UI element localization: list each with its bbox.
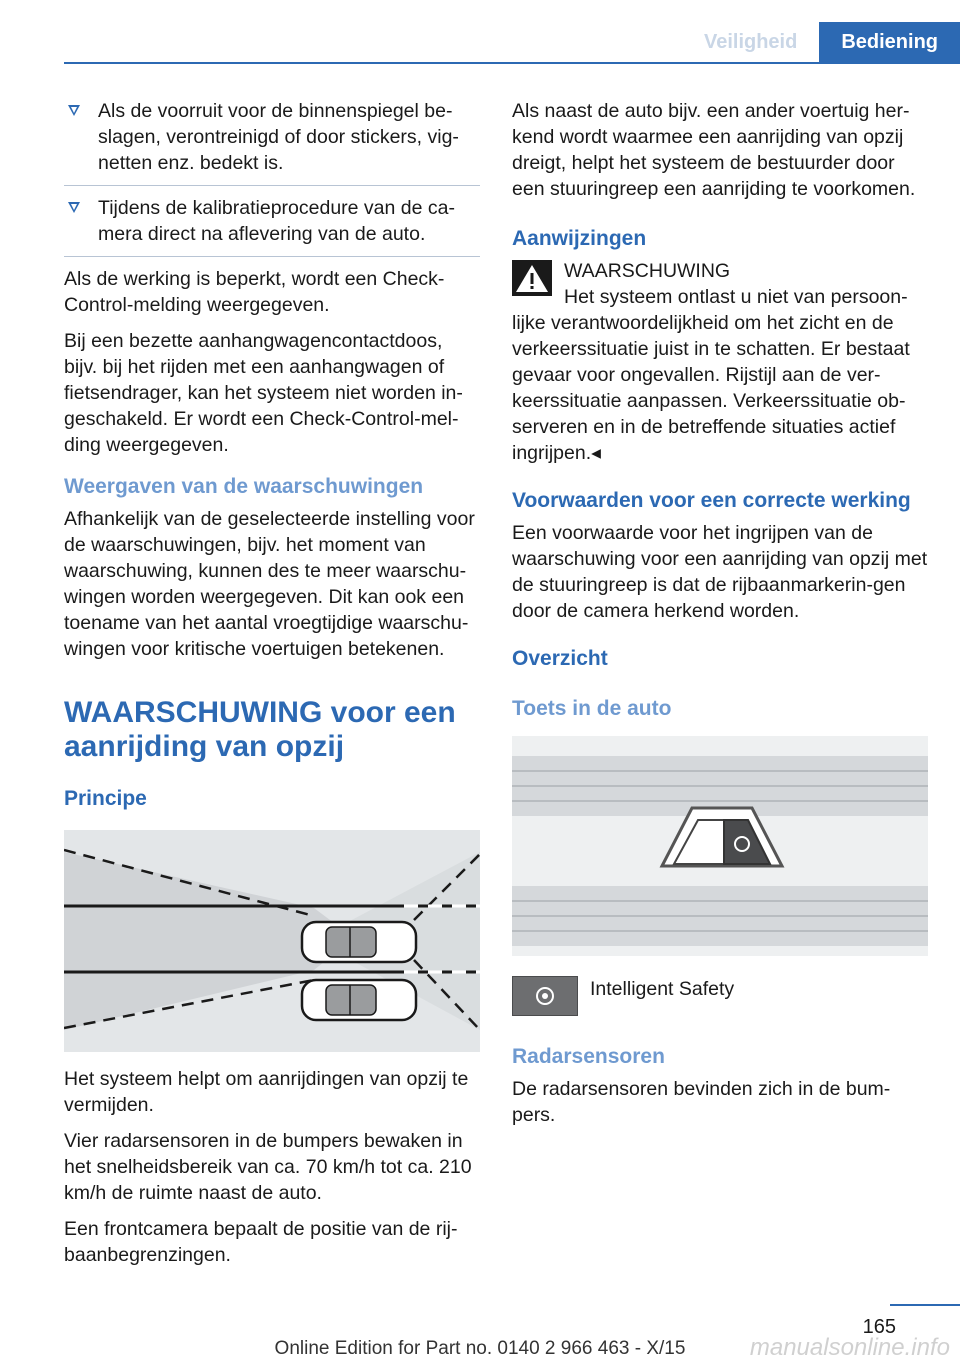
paragraph: Het systeem helpt om aanrijdingen van opzij te vermijden. (64, 1068, 469, 1116)
paragraph: Bij een bezette aanhangwagencontactdoos, bijv. bij het rijden met een aanhangwagen of fietsendrager, kan het systeem niet worden in-geschakeld. Er wordt een Check-Control-mel-ding weergegeven. (64, 330, 463, 456)
paragraph: Vier radarsensoren in de bumpers bewaken in het snelheidsbereik van ca. 70 km/h tot ca. 210 km/h de ruimte naast de auto. (64, 1130, 472, 1204)
triangle-bullet-icon (68, 202, 80, 213)
main-heading: WAARSCHUWING voor een aanrijding van opzij (64, 696, 456, 763)
paragraph: Als de werking is beperkt, wordt een Check-Control-melding weergegeven. (64, 268, 445, 316)
warning-body: Het systeem ontlast u niet van persoon-lijke verantwoordelijkheid om het zicht en de verkeerssituatie juist in te schatten. Er bestaat gevaar voor ongevallen. Rijstijl aan de ver-keerssituatie aanpassen. Verkeerssituatie ob-serveren en in de betreffende situaties actief ingrijpen.◂ (512, 286, 910, 464)
principle-illustration (64, 830, 480, 1052)
car-top-icon (302, 922, 416, 962)
paragraph: Een voorwaarde voor het ingrijpen van de waarschuwing voor een aanrijding van opzij met de stuuringreep is dat de rijbaanmarkerin-gen door de camera herkend worden. (512, 522, 928, 622)
warning-triangle-icon (512, 260, 552, 296)
section-heading-weergaven: Weergaven van de waarschuwingen (64, 475, 424, 498)
tab-veiligheid[interactable]: Veiligheid (682, 22, 819, 62)
bullet-text: Tijdens de kalibratieprocedure van de ca-mera direct na aflevering van de auto. (98, 197, 455, 245)
paragraph: De radarsensoren bevinden zich in de bum-pers. (512, 1078, 891, 1126)
bullet-item (64, 98, 480, 186)
section-heading-principe: Principe (64, 787, 147, 810)
watermark: manualsonline.info (749, 1334, 950, 1361)
warning-title: WAARSCHUWING (564, 260, 731, 282)
header-rule (64, 62, 960, 64)
bullet-item (64, 195, 480, 257)
key-legend (512, 976, 928, 1016)
paragraph: Een frontcamera bepaalt de positie van de rij-baanbegrenzingen. (64, 1218, 458, 1266)
footer-rule (890, 1304, 960, 1306)
section-heading-aanwijzingen: Aanwijzingen (512, 227, 647, 250)
tab-bediening[interactable]: Bediening (819, 22, 960, 62)
footer-edition: Online Edition for Part no. 0140 2 966 463 - X/15 (274, 1338, 686, 1359)
warning-text (512, 284, 928, 466)
intelligent-safety-key-icon (512, 976, 578, 1016)
button-photo-illustration (512, 736, 928, 956)
car-top-icon (302, 980, 416, 1020)
bullet-text: Als de voorruit voor de binnenspiegel be-slagen, verontreinigd of door stickers, vig-netten enz. bedekt is. (98, 100, 459, 174)
paragraph: Als naast de auto bijv. een ander voertuig her-kend wordt waarmee een aanrijding van opzij dreigt, helpt het systeem de bestuurder door een stuuringreep een aanrijding te voorkomen. (512, 100, 916, 200)
triangle-bullet-icon (68, 105, 80, 116)
section-heading-toets: Toets in de auto (512, 697, 672, 720)
section-heading-radarsensoren: Radarsensoren (512, 1045, 665, 1068)
page-number: 165 (862, 1316, 896, 1338)
dashboard-button-illustration (512, 736, 928, 956)
road-diagram-illustration (64, 830, 480, 1052)
paragraph: Afhankelijk van de geselecteerde instelling voor de waarschuwingen, bijv. het moment van waarschuwing, kunnen des te meer waarschu-wingen worden weergegeven. Dit kan ook een toename van het aantal vroegtijdige waarschu-wingen voor kritische voertuigen betekenen. (64, 508, 475, 660)
right-column (512, 98, 928, 1138)
key-label: Intelligent Safety (590, 978, 735, 1000)
header-tabs (682, 22, 960, 62)
warning-notice (512, 258, 928, 284)
left-column (64, 98, 480, 1278)
section-heading-voorwaarden: Voorwaarden voor een correcte werking (512, 489, 911, 512)
section-heading-overzicht: Overzicht (512, 647, 608, 670)
